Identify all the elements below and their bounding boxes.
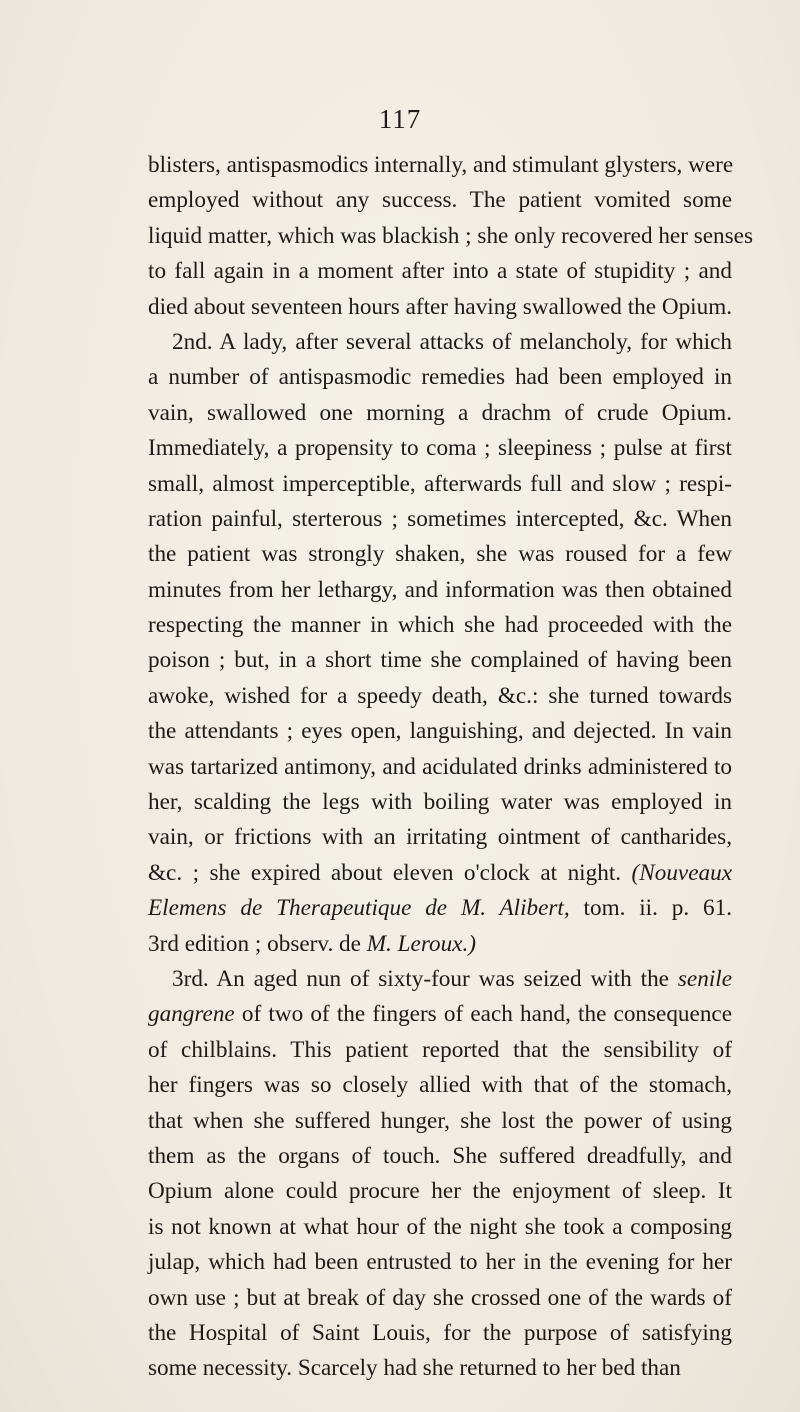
text-line (148, 467, 732, 502)
text-segment: small, almost imperceptible, afterwards full and slow ; respi- (148, 470, 732, 497)
text-line (148, 360, 732, 395)
text-segment: some necessity. Scarcely had she returned to her bed than (148, 1355, 681, 1382)
text-line (148, 183, 732, 218)
text-line (148, 502, 732, 537)
text-segment: vain, swallowed one morning a drachm of crude Opium. (148, 399, 732, 426)
text-segment: the attendants ; eyes open, languishing, and dejected. In vain (148, 718, 732, 745)
text-line (148, 148, 732, 183)
text-segment: minutes from her lethargy, and information was then obtained (148, 576, 732, 603)
body-text (148, 148, 753, 1387)
italic-text: M. Leroux.) (366, 930, 476, 957)
text-segment: to fall again in a moment after into a state of stupidity ; and (148, 258, 732, 285)
text-segment: poison ; but, in a short time she complained of having been (148, 647, 732, 674)
text-line (148, 1033, 732, 1068)
text-line (148, 643, 732, 678)
text-line (148, 1351, 732, 1386)
text-segment: that when she suffered hunger, she lost the power of using (148, 1107, 732, 1134)
text-segment: died about seventeen hours after having swallowed the Opium. (148, 293, 733, 320)
text-segment: respecting the manner in which she had proceeded with the (148, 612, 732, 639)
text-segment: blisters, antispasmodics internally, and stimulant glysters, were (148, 152, 734, 178)
text-segment: of two of the fingers of each hand, the consequence (234, 1001, 732, 1028)
text-segment: was tartarized antimony, and acidulated drinks administered to (148, 753, 732, 780)
text-segment: tom. ii. p. 61. (569, 895, 732, 922)
text-line (148, 962, 732, 997)
page-number: 117 (378, 104, 422, 134)
text-line (148, 785, 732, 820)
text-segment: the Hospital of Saint Louis, for the purpose of satisfying (148, 1319, 732, 1346)
text-line (148, 1139, 732, 1174)
text-line (148, 1174, 732, 1209)
text-segment: Opium alone could procure her the enjoyment of sleep. It (148, 1178, 732, 1205)
text-segment: her, scalding the legs with boiling water was employed in (148, 789, 732, 816)
text-line (148, 856, 732, 891)
text-line (148, 608, 732, 643)
italic-text: gangrene (148, 1001, 235, 1028)
text-segment: of chilblains. This patient reported that the sensibility of (148, 1036, 732, 1063)
text-line (148, 431, 732, 466)
text-line (148, 1104, 732, 1139)
text-line (148, 820, 732, 855)
text-segment: awoke, wished for a speedy death, &c.: she turned towards (148, 682, 732, 709)
text-line (148, 750, 732, 785)
text-line (148, 891, 732, 926)
text-segment: 2nd. A lady, after several attacks of melancholy, for which (172, 328, 732, 355)
text-line (148, 1068, 732, 1103)
text-line (148, 573, 732, 608)
text-line (148, 290, 732, 325)
text-segment: 3rd edition ; observ. de (148, 930, 367, 957)
text-line (148, 219, 753, 254)
text-line (148, 254, 732, 289)
text-line (148, 927, 732, 962)
text-segment: ration painful, sterterous ; sometimes intercepted, &c. When (148, 505, 732, 532)
text-line (148, 679, 732, 714)
text-segment: &c. ; she expired about eleven o'clock at night. (148, 859, 632, 886)
italic-text: senile (677, 965, 732, 992)
text-segment: liquid matter, which was blackish ; she only recovered her senses (148, 222, 753, 249)
text-segment: her fingers was so closely allied with that of the stomach, (148, 1072, 732, 1099)
text-segment: 3rd. An aged nun of sixty-four was seized with the (172, 965, 678, 992)
text-segment: vain, or frictions with an irritating ointment of cantharides, (148, 824, 732, 851)
text-line (148, 997, 732, 1032)
italic-text: (Nouveaux (631, 859, 732, 886)
text-line (148, 714, 732, 749)
text-line (148, 325, 732, 360)
text-segment: own use ; but at break of day she crossed one of the wards of (148, 1284, 732, 1311)
text-line (148, 1245, 732, 1280)
text-segment: Immediately, a propensity to coma ; sleepiness ; pulse at first (148, 435, 732, 462)
text-segment: employed without any success. The patient vomited some (148, 187, 732, 214)
text-line (148, 1281, 732, 1316)
text-line (148, 396, 732, 431)
text-line (148, 1316, 732, 1351)
text-line (148, 537, 732, 572)
text-line (148, 1210, 732, 1245)
text-segment: is not known at what hour of the night she took a composing (148, 1213, 732, 1240)
text-segment: them as the organs of touch. She suffered dreadfully, and (148, 1142, 732, 1169)
text-segment: julap, which had been entrusted to her in the evening for her (148, 1249, 732, 1276)
text-segment: a number of antispasmodic remedies had been employed in (148, 364, 732, 391)
italic-text: Elemens de Therapeutique de M. Alibert, (148, 895, 570, 922)
text-segment: the patient was strongly shaken, she was roused for a few (148, 541, 732, 568)
